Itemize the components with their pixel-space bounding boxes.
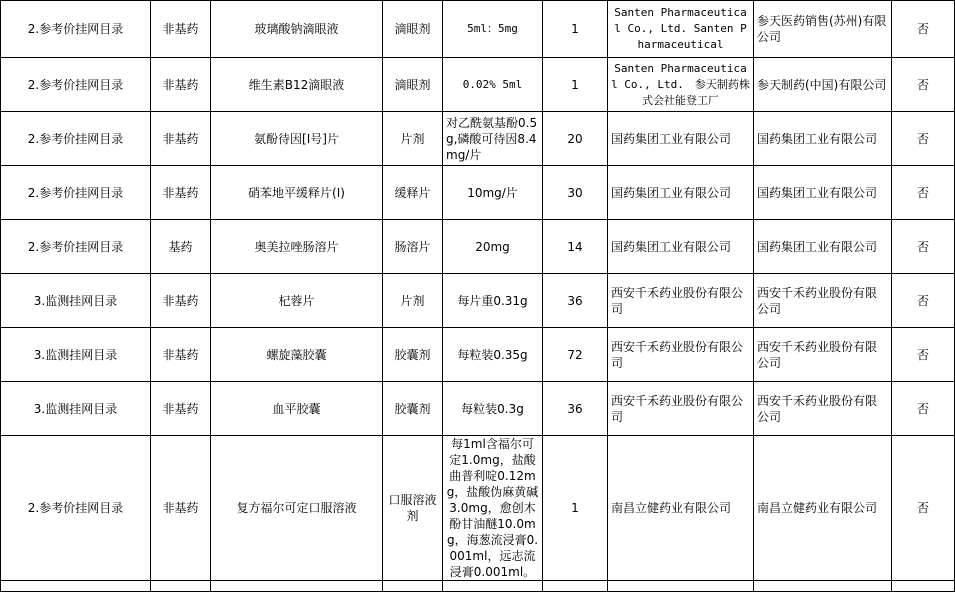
empty-cell bbox=[892, 581, 955, 592]
basic-drug-cell: 非基药 bbox=[151, 436, 211, 581]
drug-name-cell: 螺旋藻胶囊 bbox=[211, 328, 383, 382]
quantity-cell: 30 bbox=[543, 166, 608, 220]
manufacturer-cell: 国药集团工业有限公司 bbox=[608, 112, 754, 166]
dosage-form-cell: 缓释片 bbox=[383, 166, 443, 220]
dosage-form-cell: 胶囊剂 bbox=[383, 328, 443, 382]
manufacturer-text: Santen Pharmaceutical Co., Ltd. Santen Pharmaceutical bbox=[614, 6, 747, 51]
spec-cell: 每粒装0.35g bbox=[443, 328, 543, 382]
dosage-form-cell: 滴眼剂 bbox=[383, 58, 443, 112]
distributor-cell: 西安千禾药业股份有限公司 bbox=[754, 328, 892, 382]
quantity-cell: 36 bbox=[543, 274, 608, 328]
quantity-cell: 1 bbox=[543, 58, 608, 112]
spec-cell: 5ml：5mg bbox=[443, 1, 543, 58]
empty-cell bbox=[543, 581, 608, 592]
quantity-cell: 1 bbox=[543, 436, 608, 581]
table-row[interactable] bbox=[1, 274, 955, 328]
basic-drug-cell: 非基药 bbox=[151, 58, 211, 112]
distributor-cell: 西安千禾药业股份有限公司 bbox=[754, 274, 892, 328]
table-row-partial bbox=[1, 581, 955, 592]
basic-drug-cell: 非基药 bbox=[151, 112, 211, 166]
dosage-form-cell: 肠溶片 bbox=[383, 220, 443, 274]
flag-cell: 否 bbox=[892, 166, 955, 220]
quantity-cell: 14 bbox=[543, 220, 608, 274]
table-row[interactable] bbox=[1, 436, 955, 581]
manufacturer-text: Santen Pharmaceutical Co., Ltd. 参天制药株式会社能登工厂 bbox=[611, 61, 750, 107]
manufacturer-cell: 国药集团工业有限公司 bbox=[608, 166, 754, 220]
flag-cell: 否 bbox=[892, 328, 955, 382]
basic-drug-cell: 基药 bbox=[151, 220, 211, 274]
drug-name-cell: 氨酚待因[Ⅰ号]片 bbox=[211, 112, 383, 166]
spec-cell: 每粒装0.3g bbox=[443, 382, 543, 436]
manufacturer-cell: 西安千禾药业股份有限公司 bbox=[608, 328, 754, 382]
distributor-cell: 国药集团工业有限公司 bbox=[754, 220, 892, 274]
drug-name-cell: 血平胶囊 bbox=[211, 382, 383, 436]
basic-drug-cell: 非基药 bbox=[151, 166, 211, 220]
spec-cell: 每片重0.31g bbox=[443, 274, 543, 328]
manufacturer-cell: 西安千禾药业股份有限公司 bbox=[608, 274, 754, 328]
empty-cell bbox=[443, 581, 543, 592]
table-row[interactable] bbox=[1, 220, 955, 274]
flag-cell: 否 bbox=[892, 220, 955, 274]
basic-drug-cell: 非基药 bbox=[151, 274, 211, 328]
catalog-cell: 3.监测挂网目录 bbox=[1, 274, 151, 328]
table-row[interactable] bbox=[1, 1, 955, 58]
catalog-cell: 3.监测挂网目录 bbox=[1, 328, 151, 382]
dosage-form-cell: 片剂 bbox=[383, 112, 443, 166]
empty-cell bbox=[1, 581, 151, 592]
table-row[interactable] bbox=[1, 166, 955, 220]
quantity-cell: 72 bbox=[543, 328, 608, 382]
basic-drug-cell: 非基药 bbox=[151, 1, 211, 58]
empty-cell bbox=[754, 581, 892, 592]
drug-name-cell: 玻璃酸钠滴眼液 bbox=[211, 1, 383, 58]
distributor-cell: 南昌立健药业有限公司 bbox=[754, 436, 892, 581]
empty-cell bbox=[211, 581, 383, 592]
basic-drug-cell: 非基药 bbox=[151, 328, 211, 382]
drug-name-cell: 维生素B12滴眼液 bbox=[211, 58, 383, 112]
manufacturer-cell: 南昌立健药业有限公司 bbox=[608, 436, 754, 581]
table-row[interactable] bbox=[1, 382, 955, 436]
dosage-form-cell: 胶囊剂 bbox=[383, 382, 443, 436]
flag-cell: 否 bbox=[892, 58, 955, 112]
flag-cell: 否 bbox=[892, 112, 955, 166]
catalog-cell: 2.参考价挂网目录 bbox=[1, 166, 151, 220]
drug-name-cell: 复方福尔可定口服溶液 bbox=[211, 436, 383, 581]
manufacturer-cell: 西安千禾药业股份有限公司 bbox=[608, 382, 754, 436]
catalog-cell: 2.参考价挂网目录 bbox=[1, 112, 151, 166]
spec-cell: 20mg bbox=[443, 220, 543, 274]
catalog-cell: 2.参考价挂网目录 bbox=[1, 58, 151, 112]
table-row[interactable] bbox=[1, 112, 955, 166]
quantity-cell: 36 bbox=[543, 382, 608, 436]
manufacturer-cell bbox=[608, 1, 754, 58]
flag-cell: 否 bbox=[892, 436, 955, 581]
distributor-cell: 国药集团工业有限公司 bbox=[754, 166, 892, 220]
distributor-cell: 西安千禾药业股份有限公司 bbox=[754, 382, 892, 436]
spec-cell: 0.02% 5ml bbox=[443, 58, 543, 112]
drug-name-cell: 硝苯地平缓释片(I) bbox=[211, 166, 383, 220]
spec-cell: 每1ml含福尔可定1.0mg，盐酸曲普利啶0.12mg，盐酸伪麻黄碱3.0mg，愈创木酚甘油醚10.0mg，海葱流浸膏0.001ml，远志流浸膏0.001ml。 bbox=[443, 436, 543, 581]
dosage-form-cell: 滴眼剂 bbox=[383, 1, 443, 58]
quantity-cell: 1 bbox=[543, 1, 608, 58]
table-row[interactable] bbox=[1, 58, 955, 112]
catalog-cell: 2.参考价挂网目录 bbox=[1, 220, 151, 274]
basic-drug-cell: 非基药 bbox=[151, 382, 211, 436]
flag-cell: 否 bbox=[892, 1, 955, 58]
dosage-form-cell: 片剂 bbox=[383, 274, 443, 328]
empty-cell bbox=[608, 581, 754, 592]
quantity-cell: 20 bbox=[543, 112, 608, 166]
distributor-cell: 国药集团工业有限公司 bbox=[754, 112, 892, 166]
catalog-cell: 2.参考价挂网目录 bbox=[1, 436, 151, 581]
manufacturer-cell: 国药集团工业有限公司 bbox=[608, 220, 754, 274]
table-row[interactable] bbox=[1, 328, 955, 382]
flag-cell: 否 bbox=[892, 274, 955, 328]
empty-cell bbox=[151, 581, 211, 592]
catalog-cell: 2.参考价挂网目录 bbox=[1, 1, 151, 58]
spec-cell: 10mg/片 bbox=[443, 166, 543, 220]
drug-name-cell: 杞蓉片 bbox=[211, 274, 383, 328]
dosage-form-cell: 口服溶液剂 bbox=[383, 436, 443, 581]
catalog-cell: 3.监测挂网目录 bbox=[1, 382, 151, 436]
drug-name-cell: 奥美拉唑肠溶片 bbox=[211, 220, 383, 274]
spec-cell: 对乙酰氨基酚0.5g,磷酸可待因8.4mg/片 bbox=[443, 112, 543, 166]
manufacturer-cell bbox=[608, 58, 754, 112]
distributor-cell: 参天制药(中国)有限公司 bbox=[754, 58, 892, 112]
empty-cell bbox=[383, 581, 443, 592]
distributor-cell: 参天医药销售(苏州)有限公司 bbox=[754, 1, 892, 58]
flag-cell: 否 bbox=[892, 382, 955, 436]
